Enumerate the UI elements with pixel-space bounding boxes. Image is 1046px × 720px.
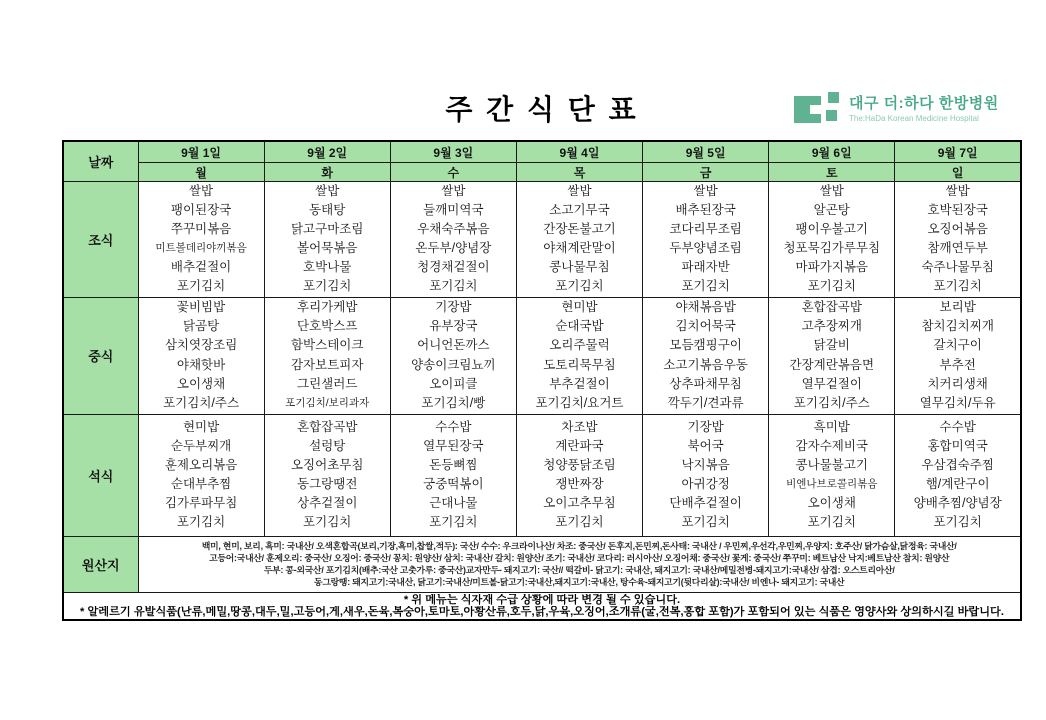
lunch-cell-day4 (516, 297, 642, 414)
menu-item: 근대나물 (429, 496, 478, 511)
menu-item: 호박된장국 (927, 203, 988, 218)
origin-line: 두부: 콩-외국산/ 포기김치(배추:국산 고춧가루: 중국산)교자만두- 돼지고기: 국산// 떡갈비- 닭고기: 국내산, 돼지고기: 국내산/메밀전병-돼지고기:국내산/ 삼겹: 오스트리아산/ (263, 565, 895, 576)
menu-item: 온두부/양념장 (415, 241, 492, 256)
breakfast-cell-day6 (769, 182, 895, 298)
weekday-header-7: 일 (895, 163, 1021, 182)
breakfast-cell-day2 (264, 182, 390, 298)
menu-item: 청포묵김가루무침 (783, 241, 881, 256)
menu-item: 삼치엿장조림 (164, 338, 238, 353)
menu-item: 그린샐러드 (297, 376, 358, 391)
menu-item: 포기김치 (555, 515, 604, 530)
weekday-header-1: 월 (138, 163, 264, 182)
menu-item: 순대부추찜 (170, 477, 232, 492)
weekly-menu-table (62, 140, 1022, 621)
menu-item: 상추겉절이 (297, 496, 358, 511)
menu-item: 쌀밥 (441, 184, 466, 198)
menu-item: 열무된장국 (423, 438, 484, 453)
menu-item: 부추전 (939, 357, 976, 372)
menu-item: 쌀밥 (819, 184, 844, 198)
menu-item: 모듬캠핑구이 (669, 338, 742, 353)
dinner-cell-day3 (390, 414, 516, 536)
menu-item: 현미밥 (182, 419, 220, 434)
menu-item: 고추장찌개 (801, 319, 862, 334)
lunch-cell-day3 (390, 297, 516, 414)
menu-item: 포기김치/요거트 (535, 395, 624, 410)
menu-item: 상추파채무침 (669, 376, 742, 391)
menu-item: 혼합잡곡밥 (801, 300, 862, 315)
menu-item: 돈등뼈찜 (429, 457, 478, 472)
menu-item: 오이생채 (807, 496, 856, 511)
date-header-4: 9월 4일 (516, 141, 642, 163)
menu-item: 동그랑땡전 (297, 477, 358, 492)
menu-item: 포기김치 (555, 279, 604, 294)
menu-item: 김가루파무침 (164, 496, 238, 511)
origin-info-cell (138, 536, 1021, 592)
menu-item: 깍두기/견과류 (667, 395, 744, 410)
row-label-breakfast: 조식 (63, 182, 138, 298)
menu-item: 청양풍닭조림 (543, 457, 616, 472)
menu-item: 코다리무조림 (669, 222, 742, 237)
hospital-logo-icon (794, 92, 840, 130)
menu-item: 혼합잡곡밥 (297, 419, 358, 434)
menu-item: 부추겉절이 (549, 376, 610, 391)
menu-item: 볼어묵볶음 (297, 241, 358, 256)
breakfast-cell-day7 (895, 182, 1021, 298)
menu-item: 감자수제비국 (795, 438, 868, 453)
menu-item: 참깨연두부 (927, 241, 988, 256)
breakfast-cell-day4 (516, 182, 642, 298)
menu-item: 기장밥 (435, 300, 472, 315)
breakfast-cell-day3 (390, 182, 516, 298)
weekday-header-2: 화 (264, 163, 390, 182)
menu-item: 오이생채 (176, 376, 226, 391)
menu-item: 수수밥 (435, 419, 472, 434)
breakfast-cell-day1 (138, 182, 264, 298)
weekday-header-5: 금 (643, 163, 769, 182)
menu-item: 양배추찜/양념장 (913, 496, 1002, 511)
page-title: 주 간 식 단 표 (445, 94, 639, 125)
menu-item: 포기김치/주스 (793, 395, 870, 410)
menu-item: 포기김치 (429, 515, 478, 530)
lunch-cell-day1 (138, 297, 264, 414)
menu-item: 포기김치/빵 (421, 395, 486, 410)
footer-notes-cell (63, 592, 1021, 620)
menu-item: 후리가케밥 (297, 300, 358, 315)
menu-item: 갈치구이 (933, 338, 982, 353)
menu-item: 포기김치 (429, 279, 478, 294)
menu-item: 기장밥 (687, 419, 724, 434)
hospital-name-english: The:HaDa Korean Medicine Hospital (849, 114, 979, 123)
menu-item: 포기김치 (807, 279, 856, 294)
menu-item: 쭈꾸미볶음 (170, 222, 232, 237)
menu-item: 야채핫바 (176, 357, 226, 372)
menu-item: 양송이크림뇨끼 (411, 357, 496, 372)
menu-item: 포기김치/보리과자 (285, 396, 370, 409)
row-label-lunch: 중식 (63, 297, 138, 414)
lunch-cell-day6 (769, 297, 895, 414)
menu-item: 배추겉절이 (170, 260, 232, 275)
menu-item: 차조밥 (561, 419, 598, 434)
menu-item: 포기김치 (176, 515, 226, 530)
lunch-cell-day5 (643, 297, 769, 414)
menu-item: 쌀밥 (693, 184, 718, 198)
menu-item: 콩나물불고기 (795, 457, 868, 472)
hospital-name-korean: 대구 더:하다 한방병원 (849, 95, 999, 112)
menu-item: 열무김치/두유 (919, 395, 996, 410)
menu-item: 열무겉절이 (801, 376, 862, 391)
menu-item: 소고기무국 (549, 203, 610, 218)
menu-item: 비엔나브로콜리볶음 (786, 478, 878, 491)
menu-item: 포기김치 (303, 515, 352, 530)
menu-item: 포기김치/주스 (163, 395, 240, 410)
menu-item: 우채숙주볶음 (417, 222, 490, 237)
menu-item: 포기김치 (176, 279, 226, 294)
menu-item: 아귀강정 (681, 477, 730, 492)
menu-item: 햄/계란구이 (925, 477, 990, 492)
lunch-cell-day7 (895, 297, 1021, 414)
menu-item: 야채볶음밥 (675, 300, 736, 315)
menu-item: 쟁반짜장 (555, 477, 604, 492)
menu-item: 홍합미역국 (927, 438, 988, 453)
menu-item: 포기김치 (933, 515, 982, 530)
hospital-logo (794, 92, 999, 130)
weekday-header-3: 수 (390, 163, 516, 182)
menu-item: 포기김치 (933, 279, 982, 294)
menu-item: 쌀밥 (188, 184, 214, 198)
menu-item: 북어국 (687, 438, 724, 453)
origin-line: 백미, 현미, 보리, 흑미: 국내산/ 오색혼합곡(보리,기장,흑미,찹쌀,적두): 국산/ 수수: 우크라이나산/ 차조: 중국산/ 돈후지,돈민찌,돈사태: 국내산 / 우민찌,우선각,우민찌,우양지: 호주산/ 닭가슴살,닭정육: 국내산/ (201, 541, 957, 552)
menu-item: 현미밥 (561, 300, 598, 315)
menu-item: 함박스테이크 (290, 338, 364, 353)
menu-item: 보리밥 (939, 300, 976, 315)
hospital-logo-text (849, 92, 999, 124)
origin-line: 고등어:국내산/ 훈제오리: 중국산/ 오징어: 중국산/ 꽁치: 원양산/ 삼치: 국내산/ 갈치: 원양산/ 조기: 국내산/ 코다리: 러시아산/ 오징어채: 중국산/ 꽃게: 중국산/ 쭈꾸미: 베트남산 낙지:베트남산 참치: 원양산 (209, 553, 950, 564)
menu-item: 순대국밥 (555, 319, 604, 334)
menu-item: 오징어초무침 (290, 457, 364, 472)
menu-item: 우삼겹숙주찜 (921, 457, 994, 472)
menu-item: 치커리생채 (927, 376, 988, 391)
menu-item: 꽃비빔밥 (176, 300, 226, 315)
menu-item: 감자보트피자 (290, 357, 364, 372)
menu-item: 오이고추무침 (543, 496, 616, 511)
menu-item: 콩나물무침 (549, 260, 610, 275)
menu-item: 포기김치 (807, 515, 856, 530)
menu-item: 참치김치찌개 (921, 319, 994, 334)
menu-item: 훈제오리볶음 (164, 457, 238, 472)
weekday-header-4: 목 (516, 163, 642, 182)
menu-item: 배추된장국 (675, 203, 736, 218)
menu-item: 김치어묵국 (675, 319, 736, 334)
menu-item: 알곤탕 (813, 203, 850, 218)
menu-item: 파래자반 (681, 260, 730, 275)
menu-item: 계란파국 (555, 438, 604, 453)
date-header-7: 9월 7일 (895, 141, 1021, 163)
date-header-6: 9월 6일 (769, 141, 895, 163)
menu-item: 팽이된장국 (170, 203, 232, 218)
menu-item: 소고기볶음우동 (663, 357, 748, 372)
menu-item: 오이피클 (429, 376, 478, 391)
menu-item: 포기김치 (303, 279, 352, 294)
menu-item: 닭곰탕 (182, 319, 220, 334)
menu-item: 호박나물 (303, 260, 352, 275)
dinner-cell-day7 (895, 414, 1021, 536)
logo-bracket-shape (794, 96, 821, 123)
menu-item: 오리주물럭 (549, 338, 610, 353)
menu-item: 들깨미역국 (423, 203, 484, 218)
menu-item: 간장계란볶음면 (789, 357, 875, 372)
menu-item: 쌀밥 (315, 184, 340, 198)
menu-item: 두부양념조림 (669, 241, 742, 256)
dinner-cell-day6 (769, 414, 895, 536)
date-header-2: 9월 2일 (264, 141, 390, 163)
menu-item: 순두부찌개 (170, 438, 232, 453)
dinner-cell-day4 (516, 414, 642, 536)
menu-item: 흑미밥 (813, 419, 850, 434)
menu-item: 쌀밥 (567, 184, 592, 198)
date-corner-label: 날짜 (63, 141, 138, 182)
menu-item: 팽이우불고기 (795, 222, 868, 237)
logo-colon-dot-top (828, 92, 839, 103)
menu-item: 미트볼데리야끼볶음 (155, 242, 247, 255)
footer-note-menu-change: * 위 메뉴는 식자재 수급 상황에 따라 변경 될 수 있습니다. (403, 593, 681, 606)
menu-item: 도토리묵무침 (543, 357, 616, 372)
menu-item: 수수밥 (939, 419, 976, 434)
date-header-1: 9월 1일 (138, 141, 264, 163)
menu-item: 낙지볶음 (681, 457, 730, 472)
lunch-cell-day2 (264, 297, 390, 414)
dinner-cell-day2 (264, 414, 390, 536)
menu-item: 동태탕 (309, 203, 346, 218)
dinner-cell-day5 (643, 414, 769, 536)
weekday-header-6: 토 (769, 163, 895, 182)
menu-item: 오징어볶음 (927, 222, 988, 237)
menu-item: 단호박스프 (297, 319, 358, 334)
menu-item: 유부장국 (429, 319, 478, 334)
menu-item: 야채계란말이 (543, 241, 616, 256)
menu-item: 어니언돈까스 (417, 338, 490, 353)
row-label-origin: 원산지 (63, 536, 138, 592)
menu-item: 숙주나물무침 (921, 260, 994, 275)
logo-colon-dot-bottom (826, 110, 837, 121)
date-header-3: 9월 3일 (390, 141, 516, 163)
menu-item: 청경채겉절이 (417, 260, 490, 275)
menu-item: 간장돈불고기 (543, 222, 616, 237)
menu-item: 궁중떡볶이 (423, 477, 484, 492)
date-header-5: 9월 5일 (643, 141, 769, 163)
menu-item: 마파가지볶음 (795, 260, 868, 275)
menu-item: 설렁탕 (309, 438, 346, 453)
menu-item: 닭고구마조림 (290, 222, 364, 237)
menu-item: 포기김치 (681, 515, 730, 530)
origin-line: 동그랑땡: 돼지고기:국내산, 닭고기:국내산/미트볼-닭고기:국내산,돼지고기:국내산, 탕수육-돼지고기(뒷다리살):국내산/ 비엔나- 돼지고기: 국내산 (314, 577, 845, 588)
menu-item: 쌀밥 (945, 184, 970, 198)
dinner-cell-day1 (138, 414, 264, 536)
menu-item: 단배추겉절이 (669, 496, 742, 511)
menu-item: 포기김치 (681, 279, 730, 294)
breakfast-cell-day5 (643, 182, 769, 298)
menu-item: 닭갈비 (813, 338, 850, 353)
row-label-dinner: 석식 (63, 414, 138, 536)
footer-note-allergy: * 알레르기 유발식품(난류,메밀,땅콩,대두,밀,고등어,게,새우,돈육,복숭아,토마토,아황산류,호두,닭,우육,오징어,조개류(굴,전복,홍합 포함)가 포함되어 있는 식품은 영양사와 상의하시길 바랍니다. (80, 605, 1004, 618)
